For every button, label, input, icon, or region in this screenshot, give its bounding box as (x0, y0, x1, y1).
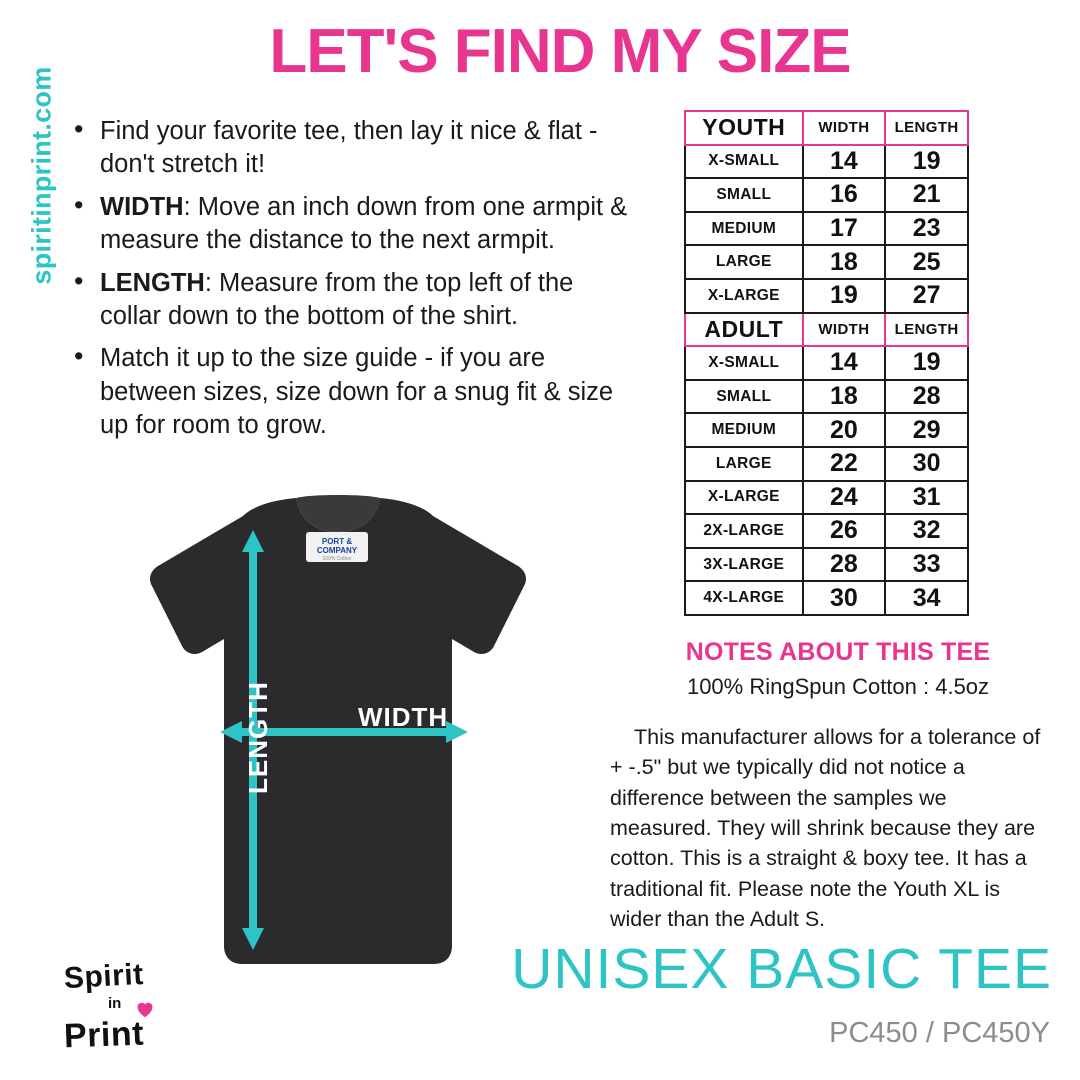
size-length: 34 (885, 581, 968, 615)
size-width: 20 (803, 413, 886, 447)
size-width: 17 (803, 212, 886, 246)
list-item (70, 342, 630, 442)
size-length: 23 (885, 212, 968, 246)
table-row (685, 279, 968, 313)
table-row (685, 514, 968, 548)
tshirt-icon (48, 494, 628, 994)
table-row (685, 212, 968, 246)
instruction-keyword: LENGTH (100, 268, 205, 297)
brand-logo (62, 957, 182, 1067)
group-label-adult: ADULT (685, 313, 803, 347)
size-label: MEDIUM (685, 413, 803, 447)
table-row (685, 145, 968, 179)
instruction-keyword: WIDTH (100, 192, 184, 221)
website-url: spiritinprint.com (26, 66, 57, 285)
column-header-length: LENGTH (885, 313, 968, 347)
size-length: 19 (885, 346, 968, 380)
tshirt-illustration (48, 494, 628, 994)
table-row (685, 346, 968, 380)
instruction-text: Find your favorite tee, then lay it nice & flat - don't stretch it! (100, 117, 598, 179)
table-row (685, 581, 968, 615)
size-label: 4X-LARGE (685, 581, 803, 615)
size-label: MEDIUM (685, 212, 803, 246)
instructions-list (70, 115, 630, 452)
svg-text:100% Cotton: 100% Cotton (322, 556, 352, 562)
size-length: 31 (885, 481, 968, 515)
website-strip (0, 0, 57, 1080)
product-code: PC450 / PC450Y (829, 1017, 1050, 1049)
svg-text:PORT &: PORT & (321, 537, 353, 546)
size-label: X-LARGE (685, 481, 803, 515)
table-row (685, 481, 968, 515)
table-row (685, 178, 968, 212)
table-row (685, 413, 968, 447)
instruction-text: : Move an inch down from one armpit & measure the distance to the next armpit. (100, 192, 628, 255)
list-item (70, 115, 630, 182)
size-width: 14 (803, 346, 886, 380)
size-width: 18 (803, 245, 886, 279)
size-width: 18 (803, 380, 886, 414)
size-width: 24 (803, 481, 886, 515)
size-label: 2X-LARGE (685, 514, 803, 548)
logo-text-print: Print (63, 1014, 145, 1056)
size-length: 28 (885, 380, 968, 414)
size-width: 22 (803, 447, 886, 481)
size-length: 30 (885, 447, 968, 481)
size-width: 16 (803, 178, 886, 212)
size-length: 29 (885, 413, 968, 447)
notes-title: NOTES ABOUT THIS TEE (685, 638, 991, 666)
page-title: LET'S FIND MY SIZE (269, 17, 851, 86)
width-label: WIDTH (358, 702, 449, 732)
table-row (685, 245, 968, 279)
svg-text:COMPANY: COMPANY (316, 546, 358, 555)
size-length: 19 (885, 145, 968, 179)
table-header-youth (685, 111, 968, 145)
size-label: LARGE (685, 447, 803, 481)
table-row (685, 447, 968, 481)
length-label: LENGTH (243, 681, 273, 794)
table-row (685, 380, 968, 414)
size-length: 33 (885, 548, 968, 582)
size-label: SMALL (685, 178, 803, 212)
size-width: 28 (803, 548, 886, 582)
list-item (70, 267, 630, 334)
size-length: 32 (885, 514, 968, 548)
list-item (70, 191, 630, 258)
table-header-adult (685, 313, 968, 347)
size-width: 30 (803, 581, 886, 615)
size-label: X-SMALL (685, 346, 803, 380)
notes-body: This manufacturer allows for a tolerance of + -.5" but we typically did not notice a difference between the samples we measured. They will shrink because they are cotton. This is a straight & boxy tee. It has a traditional fit. Please note the Youth XL is wider than the Adult S. (610, 725, 1041, 931)
instruction-text: Match it up to the size guide - if you are between sizes, size down for a snug fit & size up for room to grow. (100, 344, 614, 440)
instruction-text: : Measure from the top left of the collar down to the bottom of the shirt. (100, 268, 574, 330)
table-row (685, 548, 968, 582)
size-width: 19 (803, 279, 886, 313)
size-label: 3X-LARGE (685, 548, 803, 582)
size-label: SMALL (685, 380, 803, 414)
column-header-width: WIDTH (803, 313, 886, 347)
column-header-length: LENGTH (885, 111, 968, 145)
size-label: X-LARGE (685, 279, 803, 313)
size-chart-table (684, 110, 969, 616)
notes-subtitle: 100% RingSpun Cotton : 4.5oz (686, 674, 990, 699)
logo-text-in: in (108, 995, 122, 1012)
group-label-youth: YOUTH (685, 111, 803, 145)
product-name: UNISEX BASIC TEE (511, 937, 1052, 1001)
size-width: 14 (803, 145, 886, 179)
size-width: 26 (803, 514, 886, 548)
size-length: 21 (885, 178, 968, 212)
size-label: X-SMALL (685, 145, 803, 179)
size-length: 25 (885, 245, 968, 279)
size-label: LARGE (685, 245, 803, 279)
column-header-width: WIDTH (803, 111, 886, 145)
size-length: 27 (885, 279, 968, 313)
logo-text-spirit: Spirit (63, 957, 145, 996)
